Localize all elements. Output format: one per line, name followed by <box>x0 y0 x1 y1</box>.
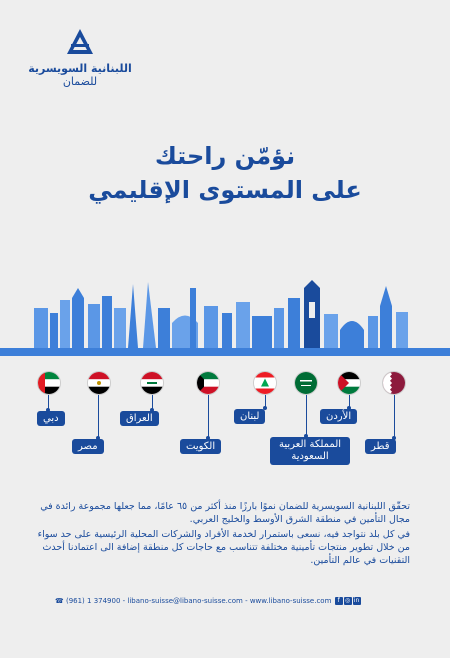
body-paragraph-2: في كل بلد نتواجد فيه، نسعى باستمرار لخدمة الأفراد والشركات المحلية الرئيسية على حد سواء من خلال تطوير منتجات تأمينية مختلفة تتناسب مع حاجات كل منطقة إضافة الى اعتمادنا أحدث التقنيات في عالم التأمين. <box>37 529 410 566</box>
uae-flag-icon <box>38 372 60 394</box>
kuwait-flag-icon <box>197 372 219 394</box>
connector-line <box>306 394 307 436</box>
footer-website[interactable]: www.libano-suisse.com <box>249 597 332 605</box>
brand-logo <box>20 28 140 88</box>
body-paragraph-1: تحقّق اللبنانية السويسرية للضمان نموًا بارزًا منذ أكثر من ٦٥ عامًا، مما جعلها مجموعة رائدة في مجال التأمين في منطقة الشرق الأوسط والخليج العربي. <box>40 501 410 525</box>
saudi-flag-icon <box>295 372 317 394</box>
connector-line <box>98 394 99 438</box>
connector-line <box>208 394 209 438</box>
country-label-kuwait: الكويت <box>180 439 221 454</box>
footer-phone[interactable]: (961) 1 374900 <box>65 597 121 605</box>
footer-email[interactable]: libano-suisse@libano-suisse.com <box>127 597 243 605</box>
lebanon-flag-icon <box>254 372 276 394</box>
qatar-flag-icon <box>383 372 405 394</box>
brand-logo-icon <box>65 28 95 58</box>
skyline-illustration <box>0 278 450 358</box>
headline-line-2: على المستوى الإقليمي <box>88 176 362 204</box>
brand-subtitle: للضمان <box>62 75 98 88</box>
headline-line-1: نؤمّن راحتك <box>154 142 296 170</box>
linkedin-icon[interactable]: in <box>353 597 360 604</box>
country-label-lebanon: لبنان <box>234 409 265 424</box>
connector-line <box>394 394 395 438</box>
country-label-saudi-arabia: المملكة العربية السعودية <box>270 437 350 465</box>
instagram-icon[interactable]: ◎ <box>345 597 351 604</box>
footer-separator: - <box>242 597 250 605</box>
country-label-dubai: دبي <box>37 411 65 426</box>
egypt-flag-icon <box>88 372 110 394</box>
facebook-icon[interactable]: f <box>335 597 343 605</box>
brand-name: اللبنانية السويسرية <box>28 62 132 75</box>
footer-separator: - <box>120 597 128 605</box>
country-label-iraq: العراق <box>120 411 159 426</box>
country-label-jordan: الأردن <box>320 409 357 424</box>
country-label-qatar: قطر <box>365 439 396 454</box>
contact-footer <box>55 597 395 605</box>
country-label-egypt: مصر <box>72 439 104 454</box>
iraq-flag-icon <box>141 372 163 394</box>
jordan-flag-icon <box>338 372 360 394</box>
phone-icon: ☎ <box>55 597 64 605</box>
